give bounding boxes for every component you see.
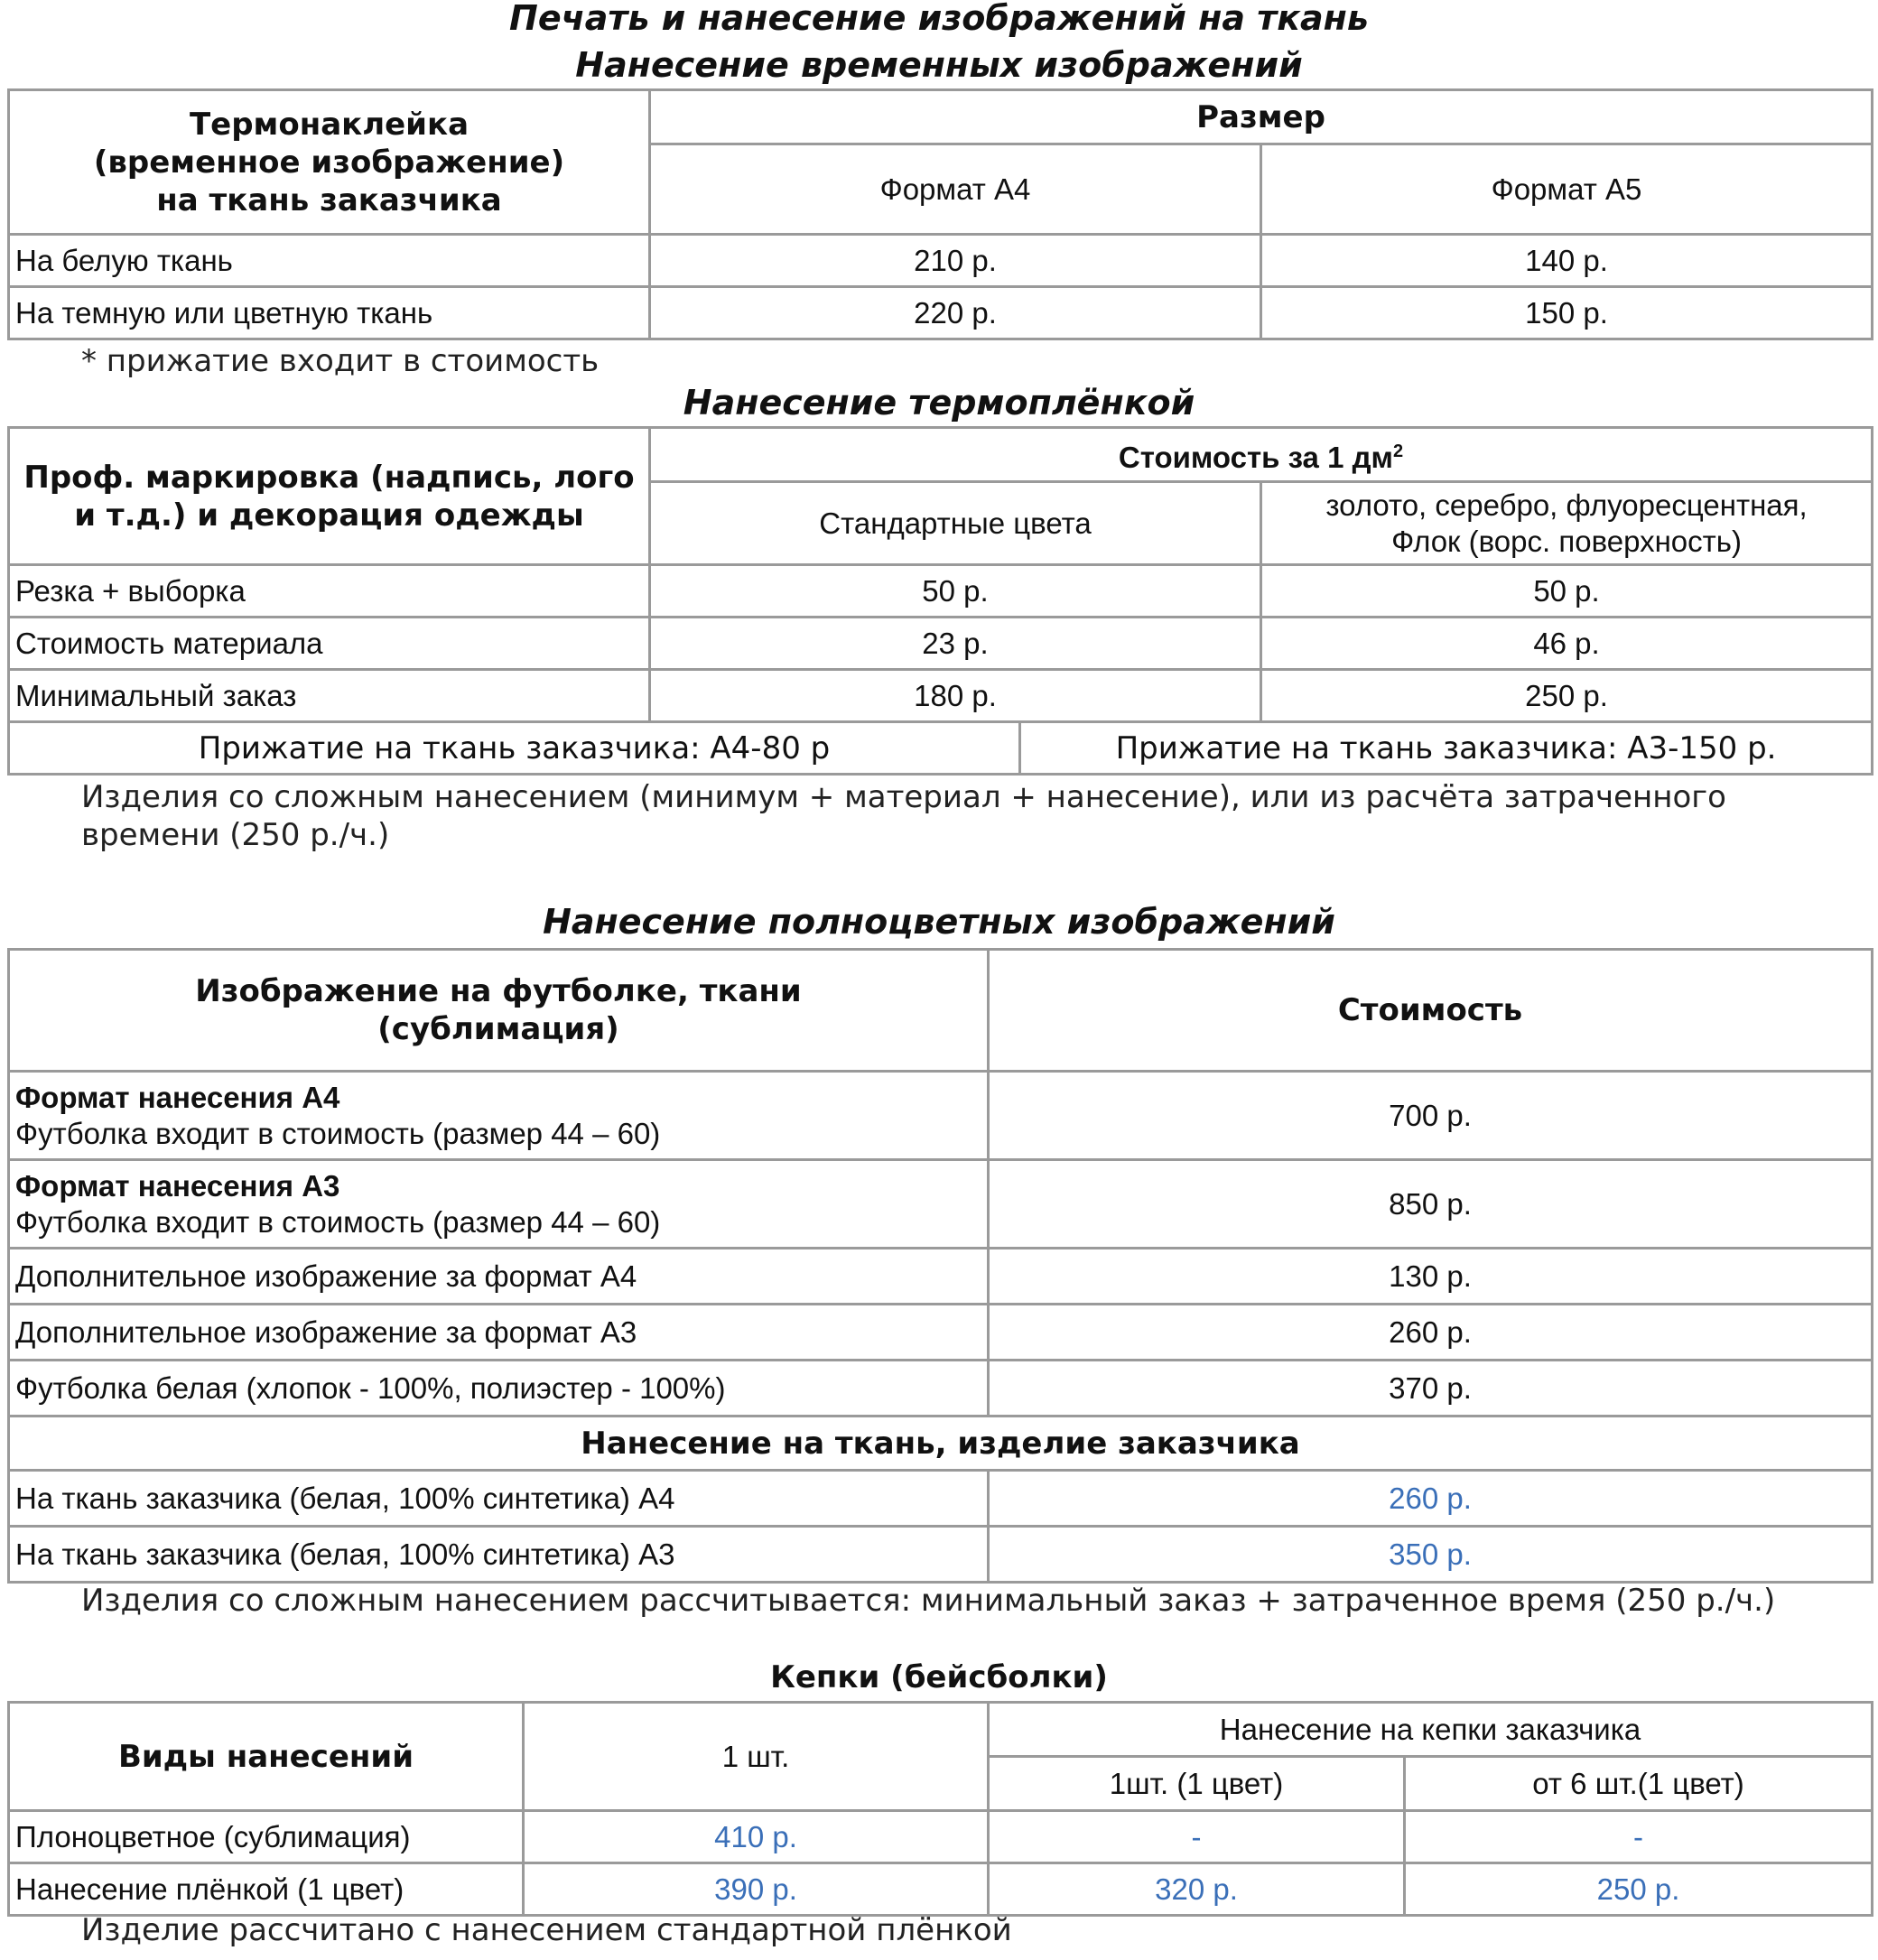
full-corner-line: (сублимация) xyxy=(377,1011,619,1047)
special-line: Флок (ворс. поверхность) xyxy=(1391,524,1742,558)
price-cell: 50 р. xyxy=(1261,565,1873,618)
row-label: На ткань заказчика (белая, 100% синтетика) А3 xyxy=(9,1527,989,1583)
col-standard-colors: Стандартные цвета xyxy=(650,482,1261,565)
row-label: Стоимость материала xyxy=(9,618,650,670)
row-label-bold: Формат нанесения А4 xyxy=(15,1080,340,1114)
cost-header-sup: 2 xyxy=(1392,441,1404,461)
price-link[interactable]: - xyxy=(1405,1811,1873,1863)
table-row xyxy=(9,618,1873,670)
price-cell: 850 р. xyxy=(989,1160,1873,1249)
table-row xyxy=(9,1072,1873,1160)
price-cell: 220 р. xyxy=(650,287,1261,339)
cost-per-dm2-header xyxy=(650,428,1873,482)
price-link[interactable]: 320 р. xyxy=(989,1863,1405,1916)
film-price-table xyxy=(7,426,1873,776)
table-row xyxy=(9,1249,1873,1305)
row-label-sub: Футболка входит в стоимость (размер 44 – 60) xyxy=(15,1204,661,1239)
price-link[interactable]: 350 р. xyxy=(989,1527,1873,1583)
row-label: Минимальный заказ xyxy=(9,670,650,722)
full-note: Изделия со сложным нанесением рассчитывается: минимальный заказ + затраченное время (250 р./ч.) xyxy=(81,1583,1776,1619)
row-label: Нанесение плёнкой (1 цвет) xyxy=(9,1863,524,1916)
film-header xyxy=(0,379,1878,426)
temp-corner-header xyxy=(9,90,650,235)
col-c6-header: от 6 шт.(1 цвет) xyxy=(1405,1757,1873,1811)
temp-corner-line: (временное изображение) xyxy=(93,144,565,181)
film-corner-line: и т.д.) и декорация одежды xyxy=(74,497,584,534)
row-label xyxy=(9,1160,989,1249)
table-row xyxy=(9,235,1873,287)
caps-header xyxy=(0,1656,1878,1699)
col-customer-header: Нанесение на кепки заказчика xyxy=(989,1703,1873,1757)
page-title: Печать и нанесение изображений на ткань xyxy=(509,0,1369,38)
col-c1-header: 1шт. (1 цвет) xyxy=(989,1757,1405,1811)
full-header xyxy=(0,898,1878,945)
price-cell: 370 р. xyxy=(989,1361,1873,1417)
customer-subheader: Нанесение на ткань, изделие заказчика xyxy=(9,1417,1873,1471)
col-special-colors xyxy=(1261,482,1873,565)
full-corner-header xyxy=(9,950,989,1072)
section-heading-full: Нанесение полноцветных изображений xyxy=(543,902,1335,942)
cost-header: Стоимость xyxy=(989,950,1873,1072)
col-format-a5: Формат А5 xyxy=(1261,144,1873,235)
table-row xyxy=(9,1811,1873,1863)
row-label: Футболка белая (хлопок - 100%, полиэстер - 100%) xyxy=(9,1361,989,1417)
table-row xyxy=(9,722,1873,775)
table-row xyxy=(9,1305,1873,1361)
price-cell: 46 р. xyxy=(1261,618,1873,670)
section-heading-film: Нанесение термоплёнкой xyxy=(683,383,1195,423)
table-row xyxy=(9,1160,1873,1249)
caps-price-table xyxy=(7,1701,1873,1917)
film-corner-line: Проф. маркировка (надпись, лого xyxy=(23,459,635,496)
table-row xyxy=(9,1361,1873,1417)
col-one-header: 1 шт. xyxy=(524,1703,989,1811)
price-cell: 180 р. xyxy=(650,670,1261,722)
temp-note: * прижатие входит в стоимость xyxy=(81,343,600,379)
price-cell: 50 р. xyxy=(650,565,1261,618)
page-header xyxy=(0,0,1878,88)
price-link[interactable]: - xyxy=(989,1811,1405,1863)
table-row xyxy=(9,287,1873,339)
full-corner-line: Изображение на футболке, ткани xyxy=(195,973,802,1009)
price-link[interactable]: 390 р. xyxy=(524,1863,989,1916)
row-label: Резка + выборка xyxy=(9,565,650,618)
table-row xyxy=(9,565,1873,618)
col-types-header: Виды нанесений xyxy=(9,1703,524,1811)
temp-corner-line: на ткань заказчика xyxy=(156,181,502,218)
section-heading-temp: Нанесение временных изображений xyxy=(575,45,1303,85)
price-link[interactable]: 410 р. xyxy=(524,1811,989,1863)
row-label-sub: Футболка входит в стоимость (размер 44 – 60) xyxy=(15,1116,661,1150)
full-price-table xyxy=(7,948,1873,1584)
price-cell: 210 р. xyxy=(650,235,1261,287)
row-label: На белую ткань xyxy=(9,235,650,287)
film-corner-header xyxy=(9,428,650,565)
row-label: Дополнительное изображение за формат А4 xyxy=(9,1249,989,1305)
caps-note: Изделие рассчитано с нанесением стандартной плёнкой xyxy=(81,1912,1012,1948)
row-label xyxy=(9,1072,989,1160)
section-heading-caps: Кепки (бейсболки) xyxy=(770,1659,1108,1695)
price-link[interactable]: 260 р. xyxy=(989,1471,1873,1527)
film-note-line: времени (250 р./ч.) xyxy=(81,817,390,853)
price-cell: 700 р. xyxy=(989,1072,1873,1160)
temp-price-table xyxy=(7,88,1873,340)
special-line: золото, серебро, флуоресцентная, xyxy=(1325,488,1808,522)
press-a3-cell: Прижатие на ткань заказчика: А3-150 р. xyxy=(1020,722,1873,775)
table-row xyxy=(9,670,1873,722)
price-cell: 260 р. xyxy=(989,1305,1873,1361)
price-cell: 150 р. xyxy=(1261,287,1873,339)
row-label: На ткань заказчика (белая, 100% синтетика) А4 xyxy=(9,1471,989,1527)
price-cell: 140 р. xyxy=(1261,235,1873,287)
size-header: Размер xyxy=(650,90,1873,144)
table-row xyxy=(9,1471,1873,1527)
press-a4-cell: Прижатие на ткань заказчика: А4-80 р xyxy=(9,722,1020,775)
temp-corner-line: Термонаклейка xyxy=(189,106,470,143)
cost-header-text: Стоимость за 1 дм xyxy=(1118,441,1393,474)
row-label-bold: Формат нанесения А3 xyxy=(15,1168,340,1203)
price-cell: 250 р. xyxy=(1261,670,1873,722)
price-cell: 23 р. xyxy=(650,618,1261,670)
row-label: Плоноцветное (сублимация) xyxy=(9,1811,524,1863)
row-label: Дополнительное изображение за формат А3 xyxy=(9,1305,989,1361)
price-cell: 130 р. xyxy=(989,1249,1873,1305)
table-row xyxy=(9,1527,1873,1583)
row-label: На темную или цветную ткань xyxy=(9,287,650,339)
table-row xyxy=(9,1863,1873,1916)
film-note-line: Изделия со сложным нанесением (минимум + материал + нанесение), или из расчёта затраченного xyxy=(81,779,1726,815)
film-note xyxy=(81,778,1726,854)
price-link[interactable]: 250 р. xyxy=(1405,1863,1873,1916)
col-format-a4: Формат А4 xyxy=(650,144,1261,235)
